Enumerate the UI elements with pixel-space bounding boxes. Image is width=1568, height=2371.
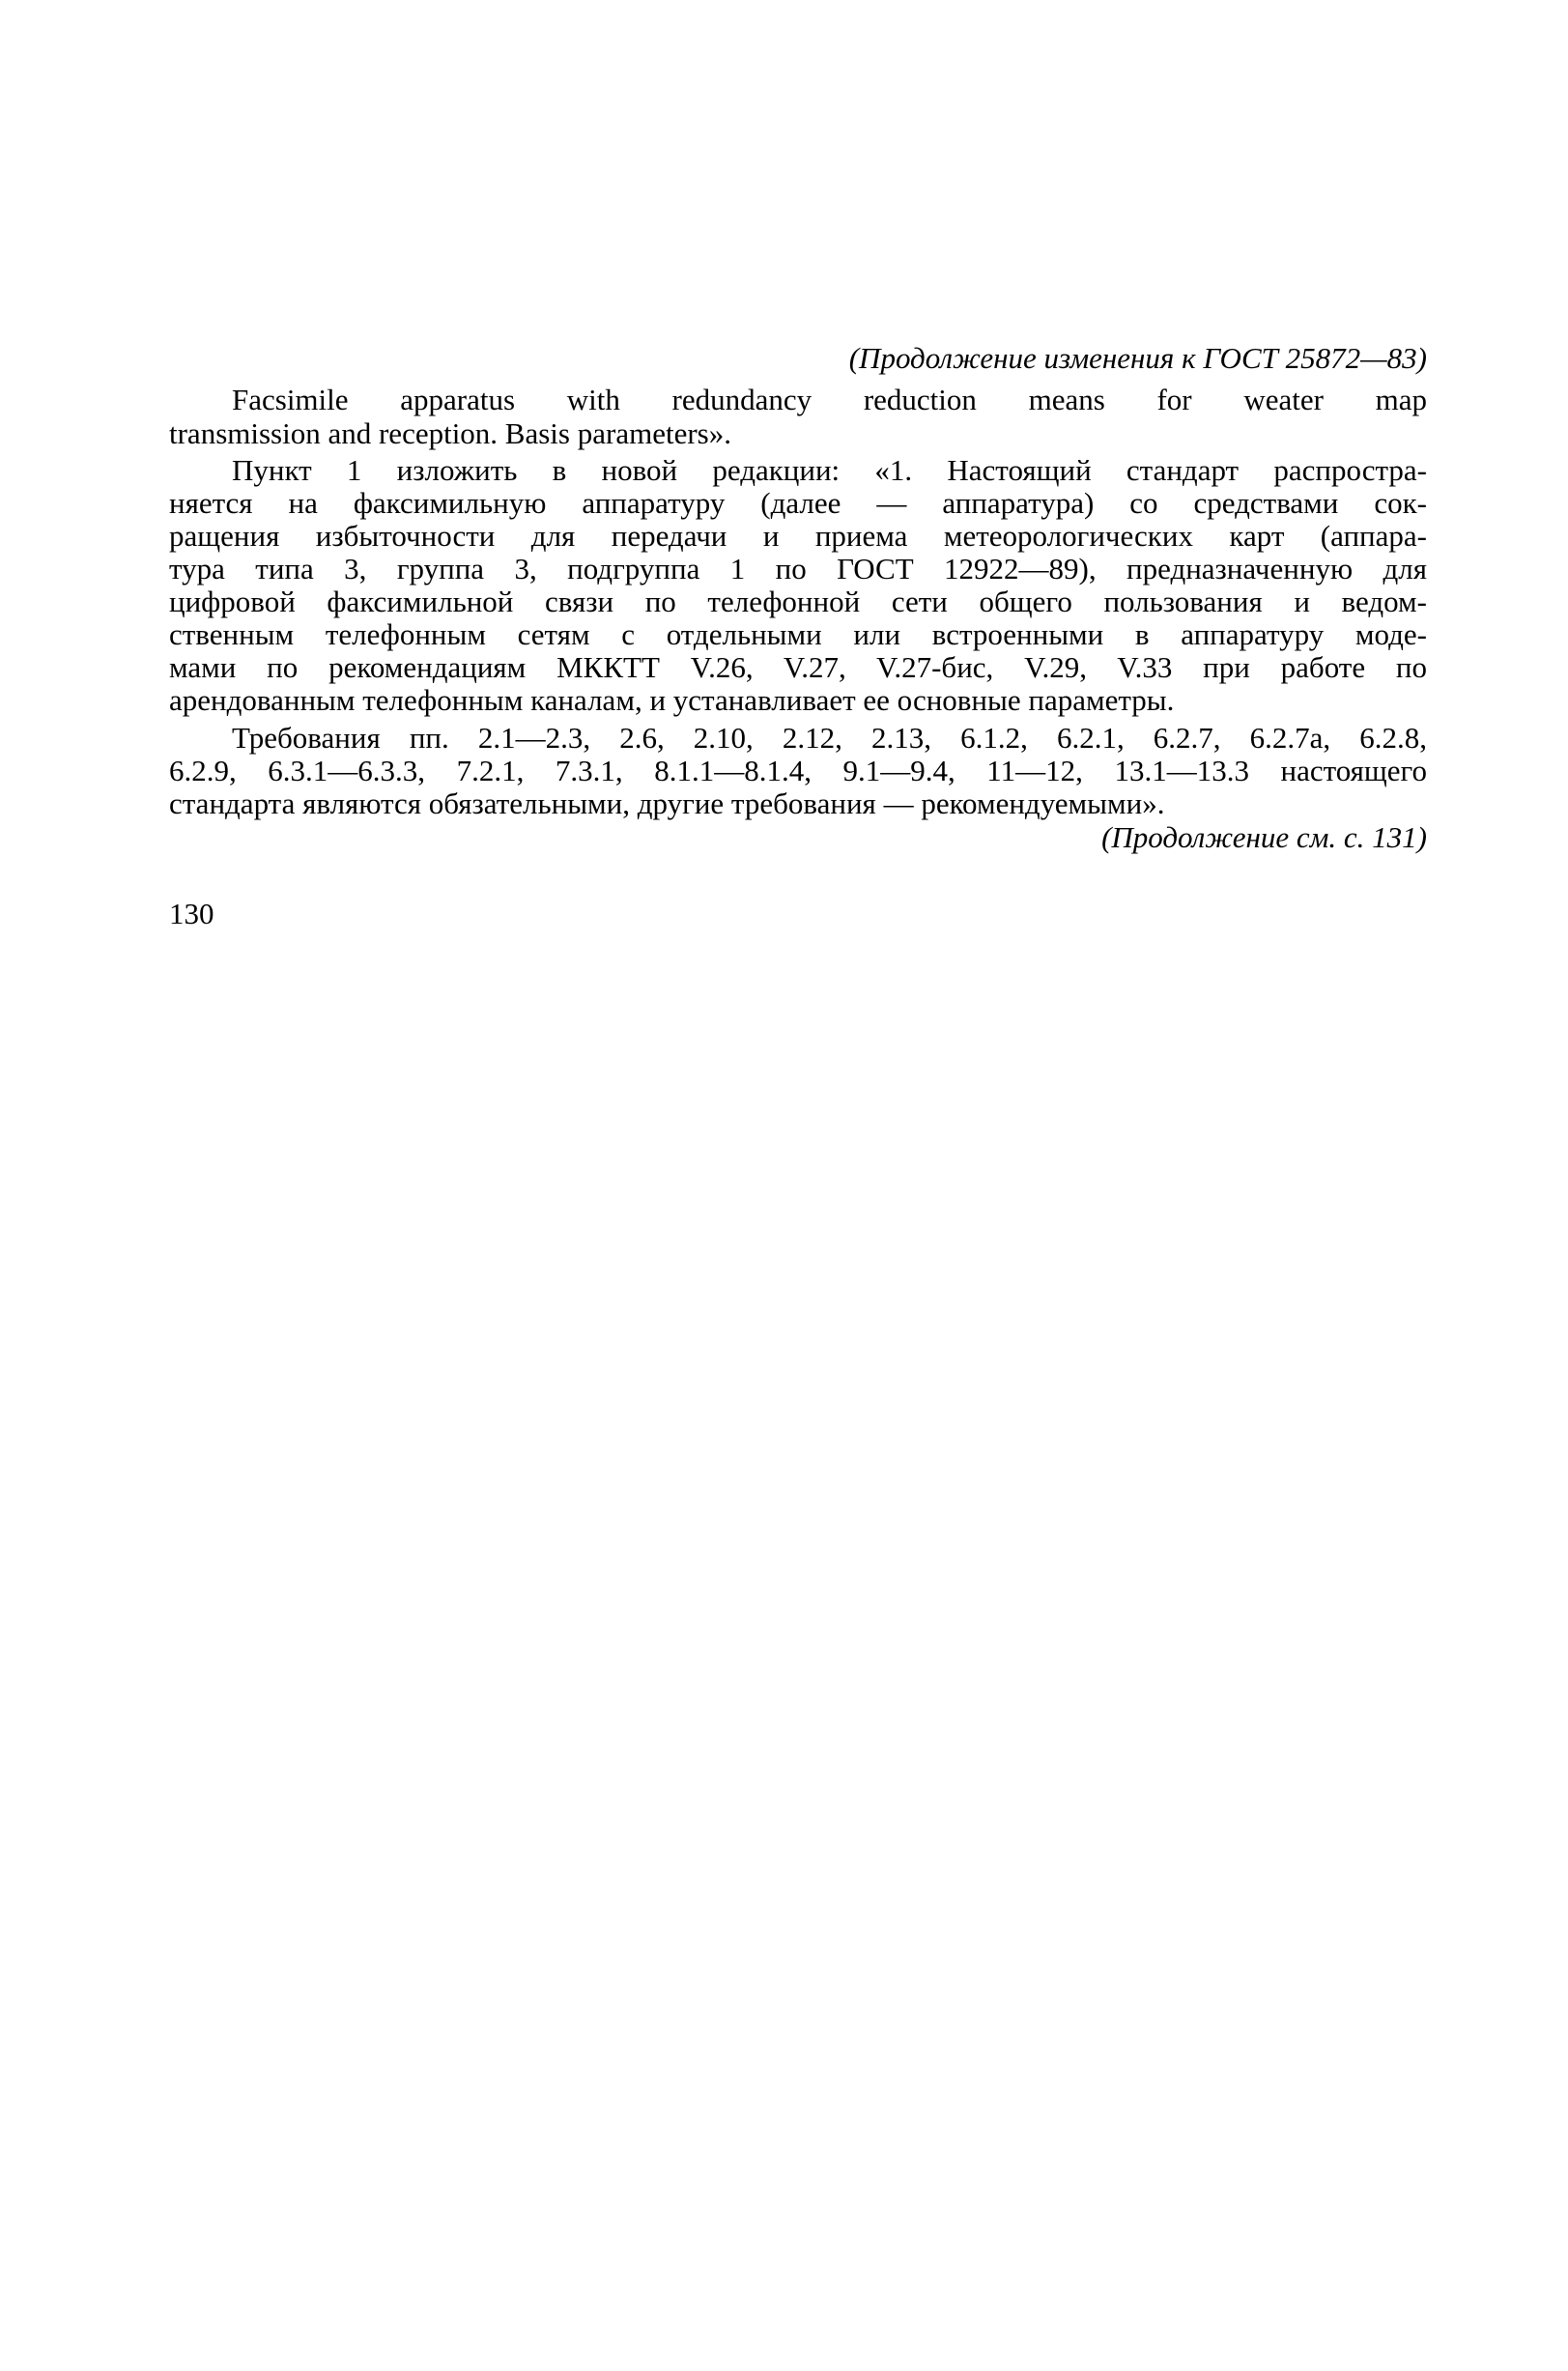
paragraph-line: ственным телефонным сетям с отдельными или встроенными в аппаратуру моде- [169, 617, 1427, 651]
paragraph-line: цифровой факсимильной связи по телефонной сети общего пользования и ведом- [169, 585, 1427, 618]
page-number: 130 [169, 897, 214, 930]
paragraph-line: стандарта являются обязательными, другие требования — рекомендуемыми». [169, 786, 1165, 820]
title-en-line: Facsimile apparatus with redundancy reduction means for weater map [232, 383, 1427, 416]
paragraph-line: Пункт 1 изложить в новой редакции: «1. Настоящий стандарт распростра- [232, 453, 1427, 487]
paragraph-line: Требования пп. 2.1—2.3, 2.6, 2.10, 2.12, 2.13, 6.1.2, 6.2.1, 6.2.7, 6.2.7а, 6.2.8, [232, 721, 1427, 755]
paragraph-line: арендованным телефонным каналам, и устанавливает ее основные параметры. [169, 683, 1175, 717]
title-en-line: transmission and reception. Basis parameters». [169, 416, 731, 450]
continuation-footer: (Продолжение см. с. 131) [1101, 820, 1427, 854]
paragraph-line: 6.2.9, 6.3.1—6.3.3, 7.2.1, 7.3.1, 8.1.1—8.1.4, 9.1—9.4, 11—12, 13.1—13.3 настоящего [169, 754, 1427, 787]
paragraph-line: тура типа 3, группа 3, подгруппа 1 по ГОСТ 12922—89), предназначенную для [169, 552, 1427, 586]
paragraph-line: мами по рекомендациям МККТТ V.26, V.27, V.27-бис, V.29, V.33 при работе по [169, 650, 1427, 684]
continuation-header: (Продолжение изменения к ГОСТ 25872—83) [848, 341, 1427, 375]
paragraph-line: ращения избыточности для передачи и приема метеорологических карт (аппара- [169, 519, 1427, 553]
paragraph-line: няется на факсимильную аппаратуру (далее — аппаратура) со средствами сок- [169, 486, 1427, 520]
